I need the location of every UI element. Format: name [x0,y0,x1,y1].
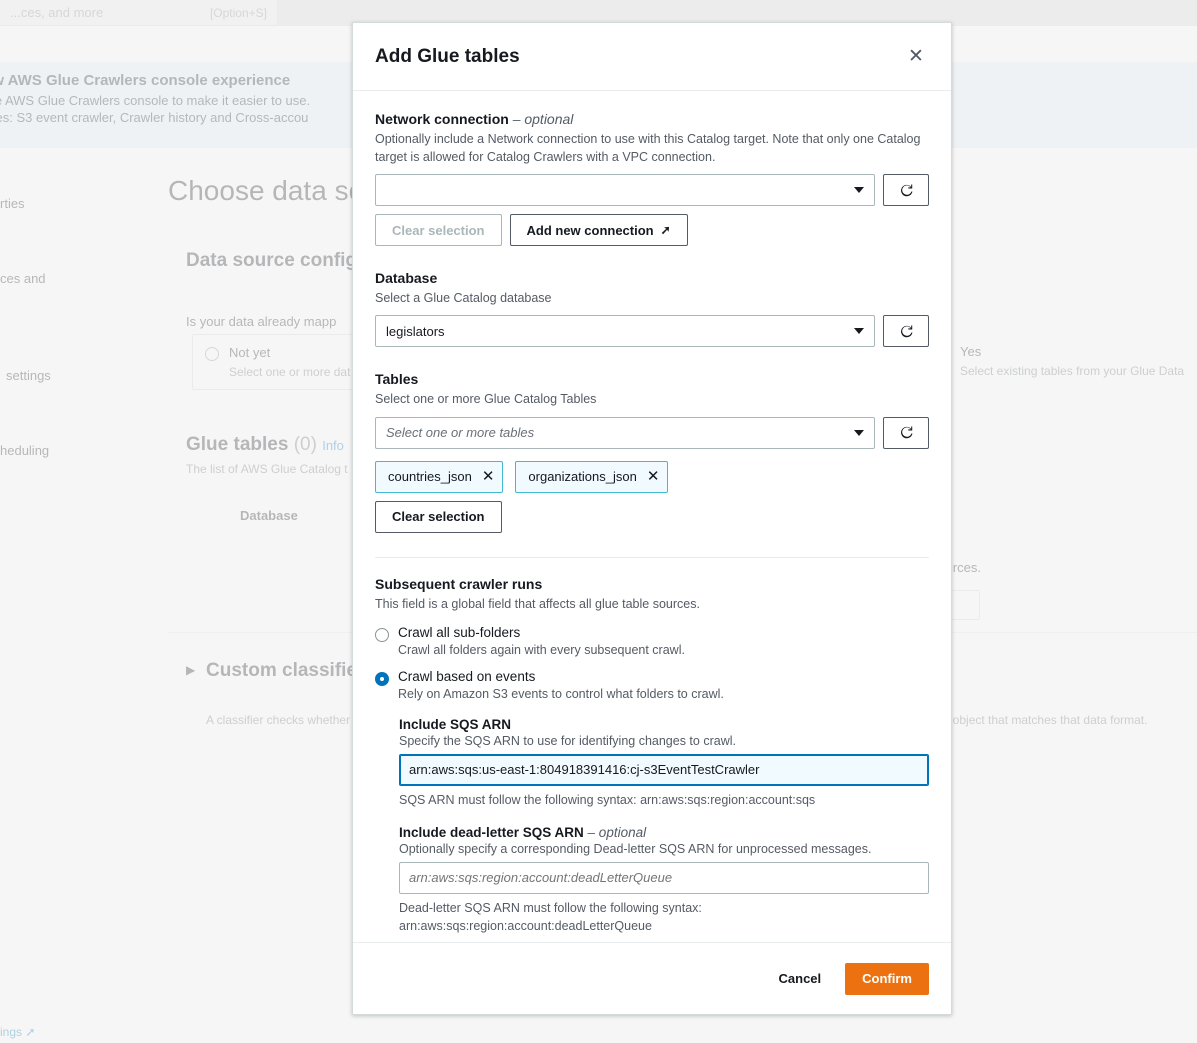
radio-description-crawl-events: Rely on Amazon S3 events to control what folders to crawl. [398,686,724,701]
tables-select-placeholder: Select one or more tables [386,425,535,440]
chevron-down-icon [854,187,864,193]
radio-icon-crawl-all[interactable] [375,628,389,642]
add-new-connection-button[interactable] [510,214,688,246]
table-token[interactable] [375,461,503,493]
tables-row [375,417,929,449]
network-connection-description: Optionally include a Network connection to use with this Catalog target. Note that only one Catalog target is allowed for Catalog Crawlers with a VPC connection. [375,132,921,165]
radio-description-crawl-all: Crawl all folders again with every subsequent crawl. [398,642,685,657]
database-row [375,315,929,347]
network-connection-label-text: Network connection [375,111,509,127]
subsequent-crawler-runs-section [375,576,929,936]
chevron-down-icon [854,430,864,436]
radio-label-crawl-all: Crawl all sub-folders [398,624,521,640]
network-connection-label [375,111,929,127]
radio-option-crawl-all-subfolders[interactable] [375,625,929,657]
modal-section-divider [375,557,929,558]
network-connection-actions [375,214,929,246]
clear-selection-network-button[interactable]: Clear selection [375,214,502,246]
confirm-button[interactable]: Confirm [845,963,929,995]
sqs-arn-hint: SQS ARN must follow the following syntax: arn:aws:sqs:region:account:sqs [399,792,816,807]
cancel-button[interactable]: Cancel [773,971,828,986]
network-connection-optional-tag: – optional [512,111,574,127]
tables-select[interactable] [375,417,875,449]
refresh-icon-tables[interactable] [883,417,929,449]
tables-actions [375,501,929,533]
modal-header [353,23,951,91]
database-selected-value: legislators [386,323,445,339]
radio-option-crawl-based-on-events[interactable] [375,669,929,701]
tables-description: Select one or more Glue Catalog Tables [375,392,597,407]
table-token-label: countries_json [388,469,472,484]
chevron-down-icon [854,328,864,334]
dead-letter-sqs-arn-field [399,825,929,935]
add-new-connection-label: Add new connection [526,222,654,238]
dead-letter-sqs-arn-input[interactable] [399,862,929,894]
sqs-arn-field [399,717,929,809]
sqs-arn-description: Specify the SQS ARN to use for identifying changes to crawl. [399,733,736,748]
subsequent-runs-description: This field is a global field that affects all glue table sources. [375,596,700,611]
refresh-icon-network[interactable] [883,174,929,206]
radio-text-crawl-events [398,669,724,701]
database-label: Database [375,270,438,287]
network-connection-row [375,174,929,206]
network-connection-field [375,111,929,246]
modal-footer [353,942,951,1014]
dead-letter-sqs-arn-label-text: Include dead-letter SQS ARN [399,824,584,840]
add-glue-tables-modal [352,22,952,1015]
dead-letter-sqs-arn-hint-line-2: arn:aws:sqs:region:account:deadLetterQueue [399,918,652,933]
selected-tables-tokens [375,461,929,493]
radio-icon-crawl-events[interactable] [375,672,389,686]
modal-body [353,91,951,942]
tables-field [375,371,929,532]
tables-label: Tables [375,371,419,388]
network-connection-select[interactable] [375,174,875,206]
dead-letter-sqs-arn-description: Optionally specify a corresponding Dead-letter SQS ARN for unprocessed messages. [399,841,872,856]
sqs-arn-label: Include SQS ARN [399,716,512,732]
radio-label-crawl-events: Crawl based on events [398,668,536,684]
database-select[interactable] [375,315,875,347]
clear-selection-tables-button[interactable]: Clear selection [375,501,502,533]
close-icon[interactable]: ✕ [646,468,660,485]
database-description: Select a Glue Catalog database [375,291,552,306]
table-token[interactable] [515,461,668,493]
close-icon[interactable]: ✕ [903,44,929,70]
sqs-arn-input[interactable] [399,754,929,786]
dead-letter-optional-tag: – optional [587,824,647,840]
database-field [375,270,929,347]
refresh-icon-database[interactable] [883,315,929,347]
modal-title: Add Glue tables [375,45,520,67]
subsequent-runs-label: Subsequent crawler runs [375,575,543,592]
radio-text-crawl-all [398,625,685,657]
dead-letter-sqs-arn-hint-line-1: Dead-letter SQS ARN must follow the following syntax: [399,900,702,915]
close-icon[interactable]: ✕ [481,468,495,485]
table-token-label: organizations_json [528,469,637,484]
dead-letter-sqs-arn-label [399,825,929,840]
external-link-icon: ➚ [660,223,671,238]
